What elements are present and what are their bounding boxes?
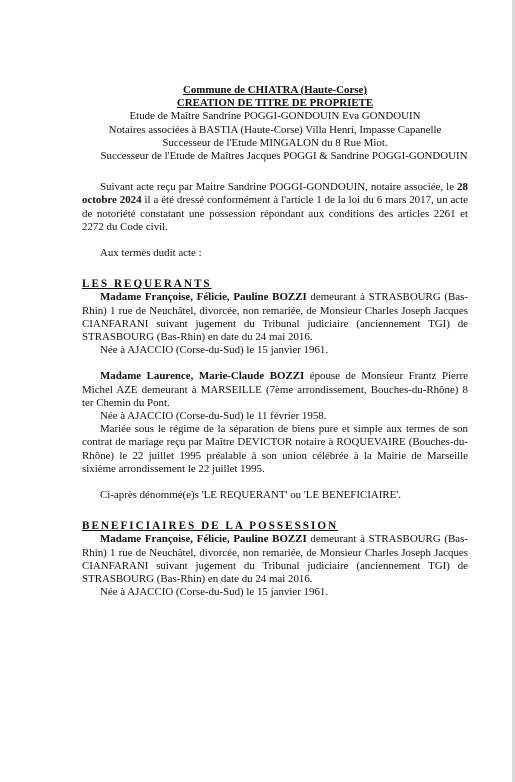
requerant-2-paragraph [82, 370, 468, 410]
section-title-beneficiaires: BENEFICIAIRES DE LA POSSESSION [82, 520, 339, 533]
requerant-1-paragraph [82, 291, 468, 344]
commune-heading: Commune de CHIATRA (Haute-Corse) [182, 84, 367, 96]
intro-paragraph [82, 181, 468, 234]
requerant-2-details: épouse de Monsieur Frantz Pierre Michel AZE demeurant à MARSEILLE (7ème arrondissement, Bouches-du-Rhône) 8 ter Chemin du Pont. [82, 370, 468, 409]
intro-text-b: il a été dressé conformément à l'article 1 de la loi du 6 mars 2017, un acte de notoriété constatant une possession répondant aux conditions des articles 2261 et 2272 du Code civil. [82, 194, 468, 233]
header-line-successeur-1: Successeur de l'Etude MINGALON du 8 Rue Miot. [162, 136, 388, 149]
requerant-1-birth: Née à AJACCIO (Corse-du-Sud) le 15 janvier 1961. [100, 344, 329, 357]
requerant-1-details: demeurant à STRASBOURG (Bas-Rhin) 1 rue de Neuchâtel, divorcée, non remariée, de Monsieur Charles Joseph Jacques CIANFARANI suivant jugement du Tribunal judiciaire (anciennement TGI) de STRASBOURG (Bas-Rhin) en date du 24 mai 2016. [82, 291, 468, 344]
beneficiaire-1-name: Madame Françoise, Félicie, Pauline BOZZI [100, 533, 307, 546]
header-line-etude: Etude de Maître Sandrine POGGI-GONDOUIN Eva GONDOUIN [129, 110, 421, 123]
requerant-2-birth: Née à AJACCIO (Corse-du-Sud) le 11 février 1958. [100, 410, 327, 423]
requerants-closing: Ci-après dénommé(e)s 'LE REQUERANT' ou 'LE BENEFICIAIRE'. [100, 489, 401, 502]
beneficiaire-1-details: demeurant à STRASBOURG (Bas-Rhin) 1 rue de Neuchâtel, divorcée, non remariée, de Monsieur Charles Joseph Jacques CIANFARANI suivant jugement du Tribunal judiciaire (anciennement TGI) de STRASBOURG (Bas-Rhin) en date du 24 mai 2016. [82, 533, 468, 586]
intro-text-a: Suivant acte reçu par Maitre Sandrine POGGI-GONDOUIN, notaire associée, le [100, 181, 458, 194]
document-header [82, 84, 468, 163]
requerant-2-name: Madame Laurence, Marie-Claude BOZZI [100, 370, 305, 383]
header-line-successeur-2: Successeur de l'Etude de Maîtres Jacques POGGI & Sandrine POGGI-GONDOUIN [100, 150, 468, 163]
requerant-2-marriage: Mariée sous le régime de la séparation de biens pure et simple aux termes de son contrat de mariage reçu par Maître DEVICTOR notaire à ROQUEVAIRE (Bouches-du-Rhône) le 22 juillet 1995 préalable à son union célébrée à la Mairie de Marseille sixième arrondissement le 22 juillet 1995. [82, 423, 468, 475]
document-content [82, 84, 468, 600]
document-title: CREATION DE TITRE DE PROPRIETE [176, 97, 374, 110]
header-line-notaires: Notaires associées à BASTIA (Haute-Corse) Villa Henri, Impasse Capanelle [108, 123, 442, 136]
beneficiaire-1-paragraph [82, 533, 468, 586]
beneficiaire-1-birth: Née à AJACCIO (Corse-du-Sud) le 15 janvier 1961. [100, 586, 329, 599]
requerant-1-name: Madame Françoise, Félicie, Pauline BOZZI [100, 291, 307, 304]
intro-terms: Aux termes dudit acte : [100, 247, 202, 260]
intro-date: 28 octobre 2024 [82, 181, 468, 207]
section-title-requerants: LES REQUERANTS [82, 278, 212, 291]
